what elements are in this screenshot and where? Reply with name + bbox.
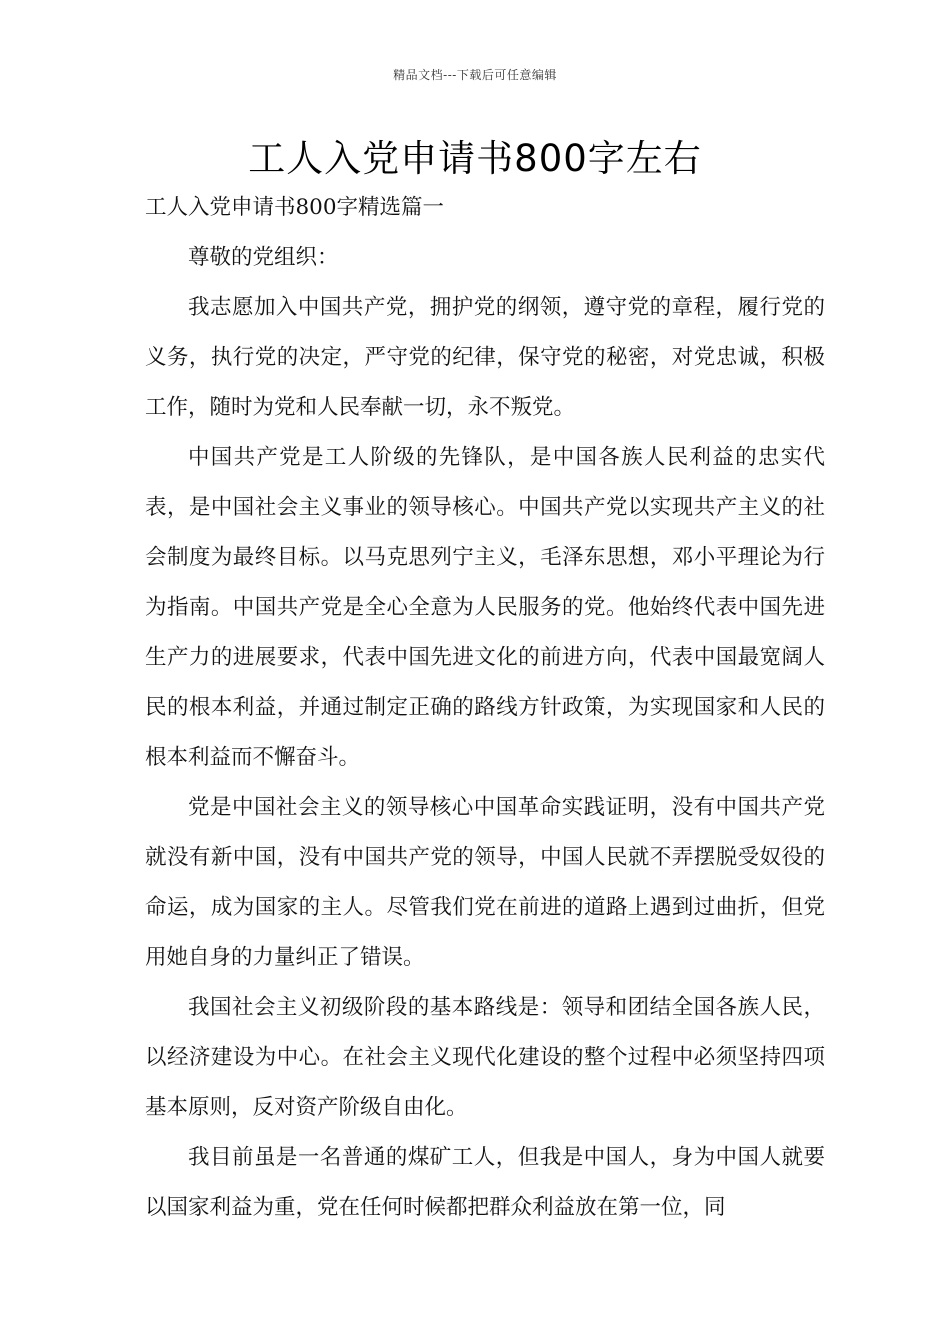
document-subtitle: 工人入党申请书800字精选篇一	[145, 195, 445, 220]
paragraph: 我目前虽是一名普通的煤矿工人，但我是中国人，身为中国人就要以国家利益为重，党在任何时候都把群众利益放在第一位，同	[145, 1145, 825, 1220]
paragraph: 我志愿加入中国共产党，拥护党的纲领，遵守党的章程，履行党的义务，执行党的决定，严守党的纪律，保守党的秘密，对党忠诚，积极工作，随时为党和人民奉献一切，永不叛党。	[145, 295, 825, 420]
document-body	[145, 183, 825, 1233]
paragraph: 我国社会主义初级阶段的基本路线是：领导和团结全国各族人民，以经济建设为中心。在社会主义现代化建设的整个过程中必须坚持四项基本原则，反对资产阶级自由化。	[145, 995, 825, 1120]
paragraph: 中国共产党是工人阶级的先锋队，是中国各族人民利益的忠实代表，是中国社会主义事业的领导核心。中国共产党以实现共产主义的社会制度为最终目标。以马克思列宁主义，毛泽东思想，邓小平理论为行为指南。中国共产党是全心全意为人民服务的党。他始终代表中国先进生产力的进展要求，代表中国先进文化的前进方向，代表中国最宽阔人民的根本利益，并通过制定正确的路线方针政策，为实现国家和人民的根本利益而不懈奋斗。	[145, 445, 825, 770]
salutation: 尊敬的党组织：	[188, 245, 339, 270]
paragraph: 党是中国社会主义的领导核心中国革命实践证明，没有中国共产党就没有新中国，没有中国共产党的领导，中国人民就不弄摆脱受奴役的命运，成为国家的主人。尽管我们党在前进的道路上遇到过曲折，但党用她自身的力量纠正了错误。	[145, 795, 825, 970]
header-note: 精品文档---下载后可任意编辑	[393, 68, 557, 82]
document-title: 工人入党申请书800字左右	[248, 137, 702, 180]
